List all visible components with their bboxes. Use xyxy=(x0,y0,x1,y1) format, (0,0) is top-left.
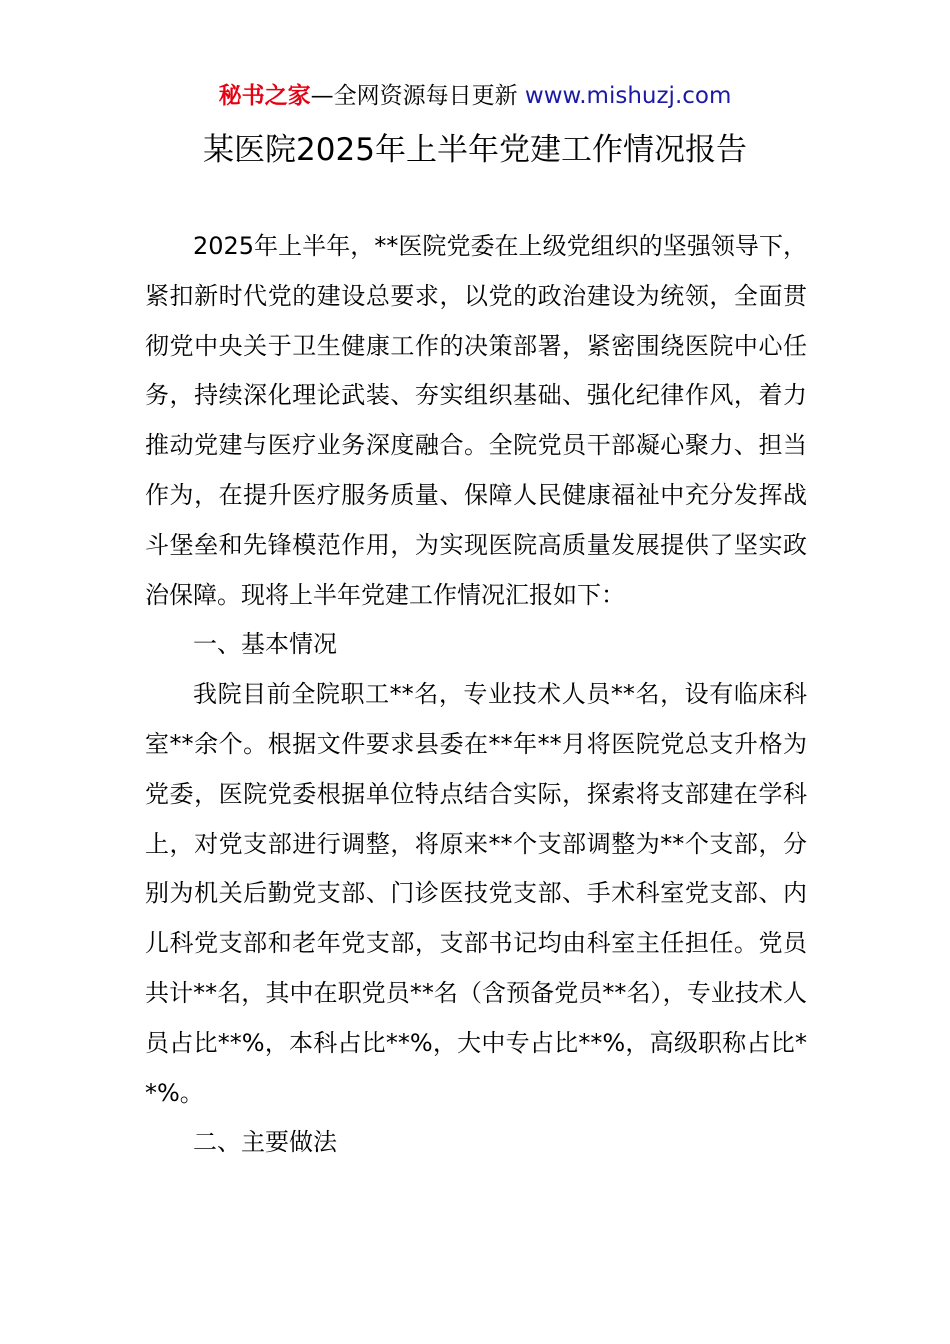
document-title: 某医院2025年上半年党建工作情况报告 xyxy=(203,132,747,168)
intro-paragraph: 2025年上半年，**医院党委在上级党组织的坚强领导下，紧扣新时代党的建设总要求，以党的政治建设为统领，全面贯彻党中央关于卫生健康工作的决策部署，紧密围绕医院中心任务，持续深化理论武装、夯实组织基础、强化纪律作风，着力推动党建与医疗业务深度融合。全院党员干部凝心聚力、担当作为，在提升医疗服务质量、保障人民健康福祉中充分发挥战斗堡垒和先锋模范作用，为实现医院高质量发展提供了坚实政治保障。现将上半年党建工作情况汇报如下： xyxy=(145,232,807,609)
header-tagline: —全网资源每日更新 xyxy=(310,83,525,109)
document-body xyxy=(145,222,807,1168)
site-url-link[interactable]: www.mishuzj.com xyxy=(524,83,732,109)
section-heading-main-practices: 二、主要做法 xyxy=(193,1128,337,1157)
site-header xyxy=(0,80,950,112)
brand-name: 秘书之家 xyxy=(218,83,311,109)
basic-info-paragraph: 我院目前全院职工**名，专业技术人员**名，设有临床科室**余个。根据文件要求县委在**年**月将医院党总支升格为党委，医院党委根据单位特点结合实际，探索将支部建在学科上，对党支部进行调整，将原来**个支部调整为**个支部，分别为机关后勤党支部、门诊医技党支部、手术科室党支部、内儿科党支部和老年党支部，支部书记均由科室主任担任。党员共计**名，其中在职党员**名（含预备党员**名），专业技术人员占比**%，本科占比**%，大中专占比**%，高级职称占比**%。 xyxy=(145,680,807,1107)
section-heading-basic-info: 一、基本情况 xyxy=(193,630,337,659)
